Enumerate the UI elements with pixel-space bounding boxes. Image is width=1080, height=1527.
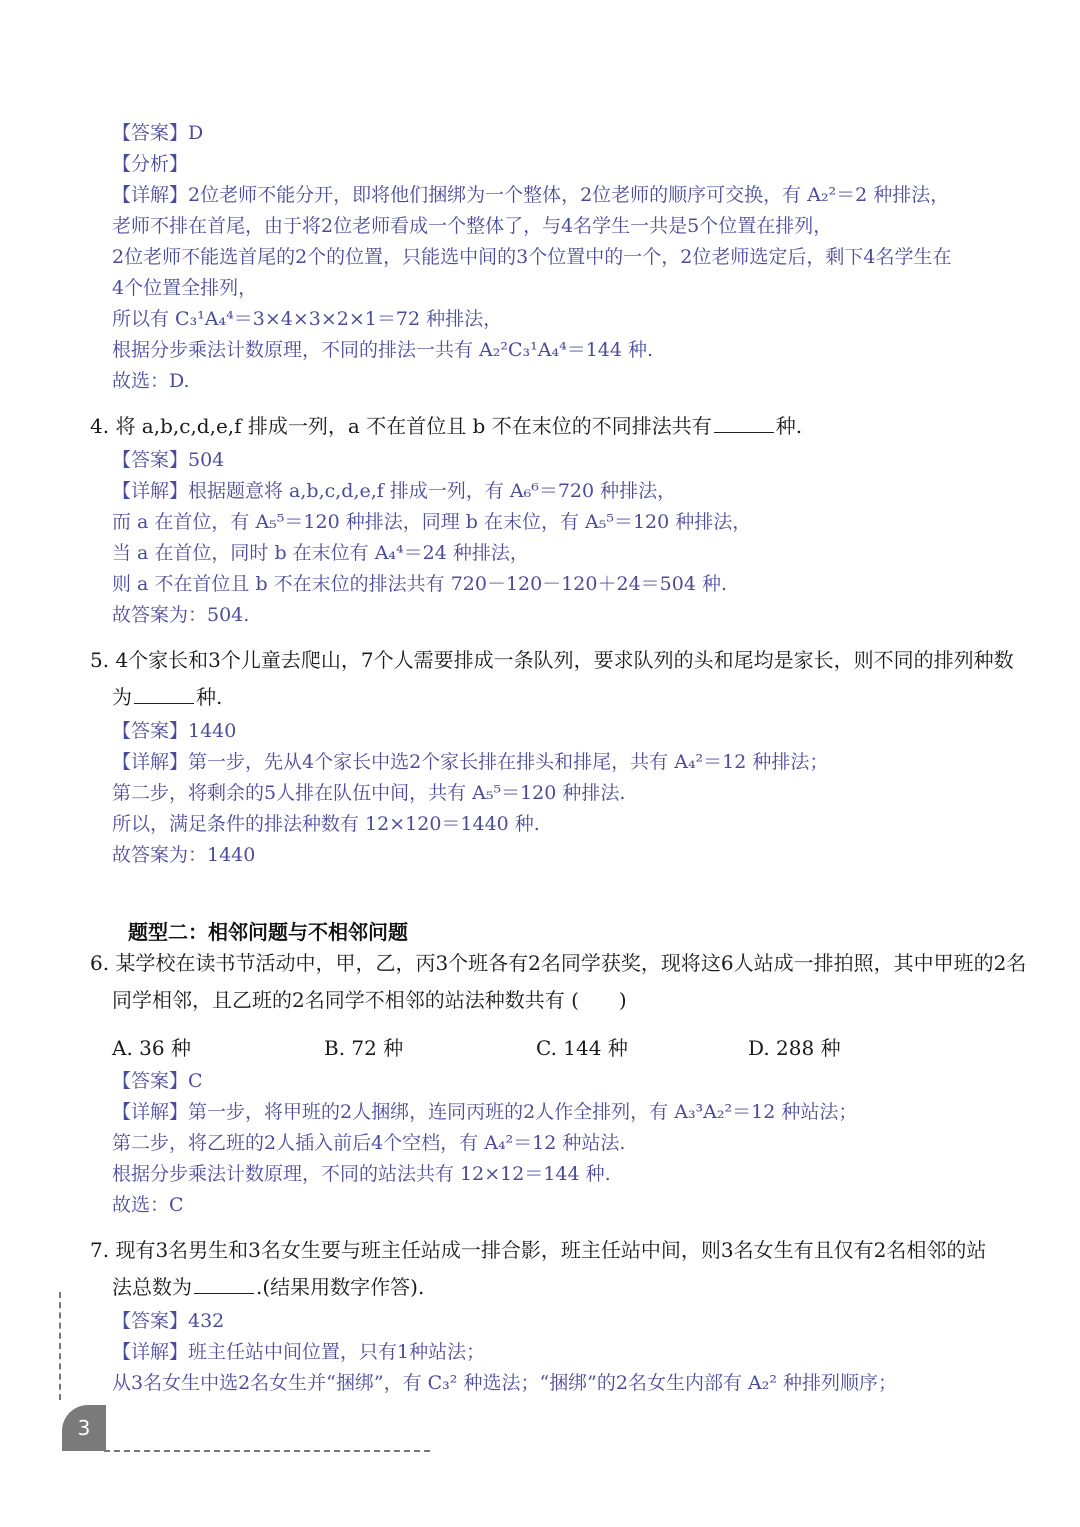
q7-solution-line: 从3名女生中选2名女生并“捆绑”，有 C₃² 种选法；“捆绑”的2名女生内部有 A₂² 种排列顺序； (112, 1372, 898, 1394)
q4-solution-line: 【详解】根据题意将 a,b,c,d,e,f 排成一列，有 A₆⁶＝720 种排法， (112, 480, 677, 502)
q7-answer: 【答案】432 (112, 1310, 225, 1332)
q3-solution-line: 根据分步乘法计数原理，不同的排法一共有 A₂²C₃¹A₄⁴＝144 种. (112, 339, 654, 361)
q3-solution-line: 2位老师不能选首尾的2个的位置，只能选中间的3个位置中的一个，2位老师选定后，剩下4名学生在 (112, 246, 952, 268)
answer-blank (194, 1292, 254, 1294)
q3-answer: 【答案】D (112, 122, 204, 144)
page-number: 3 (77, 1416, 91, 1440)
q6-solution-line: 【详解】第一步，将甲班的2人捆绑，连同丙班的2人作全排列，有 A₃³A₂²＝12 种站法； (112, 1101, 858, 1123)
q6-solution-line: 根据分步乘法计数原理，不同的站法共有 12×12＝144 种. (112, 1163, 611, 1185)
q6-solution-line: 第二步，将乙班的2人插入前后4个空档，有 A₄²＝12 种站法. (112, 1132, 626, 1154)
q5-stem-line1: 5. 4个家长和3个儿童去爬山，7个人需要排成一条队列，要求队列的头和尾均是家长，则不同的排列种数 (90, 648, 1014, 672)
q6-option-d: D. 288 种 (748, 1036, 841, 1060)
q4-answer: 【答案】504 (112, 449, 225, 471)
q7-solution-line: 【详解】班主任站中间位置，只有1种站法； (112, 1341, 486, 1363)
q6-answer: 【答案】C (112, 1070, 203, 1092)
q3-conclusion: 故选：D. (112, 370, 190, 392)
page-border-dashed-vertical (59, 1292, 61, 1400)
q4-solution-line: 当 a 在首位，同时 b 在末位有 A₄⁴＝24 种排法， (112, 542, 529, 564)
q6-option-c: C. 144 种 (536, 1036, 628, 1060)
q7-stem-line1: 7. 现有3名男生和3名女生要与班主任站成一排合影，班主任站中间，则3名女生有且仅有2名相邻的站 (90, 1238, 987, 1262)
q3-solution-line: 【详解】2位老师不能分开，即将他们捆绑为一个整体，2位老师的顺序可交换，有 A₂²＝2 种排法， (112, 184, 950, 206)
answer-blank (134, 702, 194, 704)
q5-stem-line2: 为 种. (112, 685, 223, 709)
q6-option-b: B. 72 种 (324, 1036, 404, 1060)
q5-conclusion: 故答案为：1440 (112, 844, 256, 866)
q6-option-a: A. 36 种 (112, 1036, 191, 1060)
answer-blank (714, 431, 774, 433)
q5-solution-line: 第二步，将剩余的5人排在队伍中间，共有 A₅⁵＝120 种排法. (112, 782, 626, 804)
q4-solution-line: 而 a 在首位，有 A₅⁵＝120 种排法，同理 b 在末位，有 A₅⁵＝120 种排法， (112, 511, 752, 533)
q4-stem: 4. 将 a,b,c,d,e,f 排成一列，a 不在首位且 b 不在末位的不同排法共有 种. (90, 414, 803, 438)
q5-answer: 【答案】1440 (112, 720, 237, 742)
q7-stem-line2: 法总数为 .(结果用数字作答). (112, 1275, 425, 1299)
page-border-dashed-horizontal (104, 1450, 430, 1452)
q3-analysis-label: 【分析】 (112, 153, 189, 175)
q3-solution-line: 老师不排在首尾，由于将2位老师看成一个整体了，与4名学生一共是5个位置在排列， (112, 215, 833, 237)
q5-solution-line: 【详解】第一步，先从4个家长中选2个家长排在排头和排尾，共有 A₄²＝12 种排法； (112, 751, 829, 773)
q6-stem-line2: 同学相邻，且乙班的2名同学不相邻的站法种数共有 ( ) (112, 988, 627, 1012)
q3-solution-line: 所以有 C₃¹A₄⁴＝3×4×3×2×1＝72 种排法， (112, 308, 503, 330)
q6-conclusion: 故选：C (112, 1194, 184, 1216)
page-number-tab (62, 1405, 106, 1451)
q5-solution-line: 所以，满足条件的排法种数有 12×120＝1440 种. (112, 813, 540, 835)
q6-stem-line1: 6. 某学校在读书节活动中，甲，乙，丙3个班各有2名同学获奖，现将这6人站成一排拍照，其中甲班的2名 (90, 951, 1027, 975)
q4-conclusion: 故答案为：504. (112, 604, 250, 626)
section-title: 题型二：相邻问题与不相邻问题 (128, 920, 408, 944)
q3-solution-line: 4个位置全排列， (112, 277, 258, 299)
q4-solution-line: 则 a 不在首位且 b 不在末位的排法共有 720－120－120＋24＝504 种. (112, 573, 728, 595)
